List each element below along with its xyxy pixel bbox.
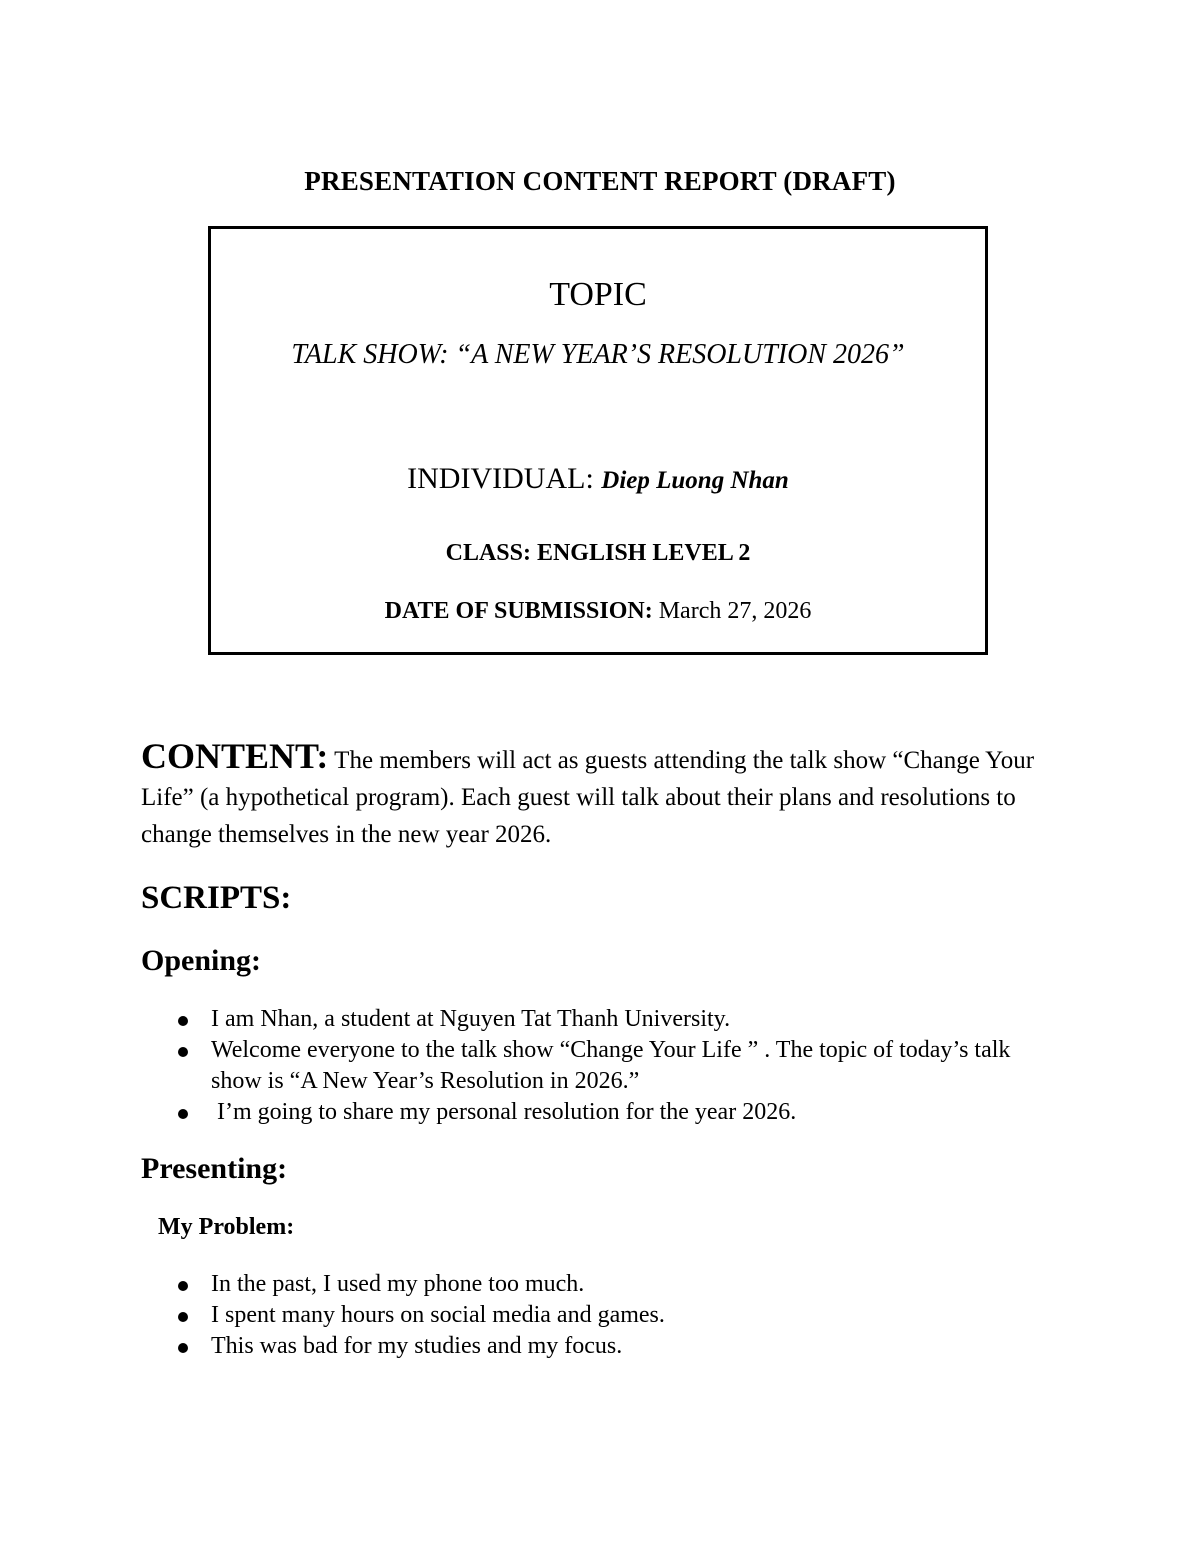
list-item-text: This was bad for my studies and my focus.	[211, 1333, 623, 1359]
bullet-icon	[178, 1109, 188, 1119]
list-item	[0, 1269, 1200, 1300]
list-item-text: I spent many hours on social media and games.	[211, 1302, 665, 1328]
submission-date-label: DATE OF SUBMISSION:	[384, 598, 653, 624]
topic-box	[208, 226, 988, 655]
list-item	[0, 1097, 1200, 1128]
bullet-icon	[178, 1343, 188, 1353]
bullet-icon	[178, 1047, 188, 1057]
content-text: The members will act as guests attending the talk show “Change Your Life” (a hypothetical program). Each guest will talk about their plans and resolutions to change themselves in the new year 2026.	[141, 747, 1035, 848]
submission-date-line	[211, 598, 985, 625]
class-line: CLASS: ENGLISH LEVEL 2	[445, 540, 751, 566]
individual-name: Diep Luong Nhan	[601, 467, 789, 494]
list-item	[0, 1300, 1200, 1331]
problem-list	[0, 1269, 1200, 1362]
individual-label: INDIVIDUAL:	[407, 462, 594, 495]
list-item	[0, 1331, 1200, 1362]
list-item	[0, 1004, 1200, 1035]
content-paragraph	[141, 738, 1061, 853]
opening-heading: Opening:	[141, 944, 262, 977]
individual-line	[211, 462, 985, 496]
list-item	[0, 1035, 1200, 1097]
content-label: CONTENT:	[141, 736, 329, 776]
topic-subtitle: TALK SHOW: “A NEW YEAR’S RESOLUTION 2026”	[291, 339, 905, 370]
problem-heading: My Problem:	[158, 1214, 295, 1240]
presenting-heading: Presenting:	[141, 1152, 288, 1185]
list-item-text: I am Nhan, a student at Nguyen Tat Thanh University.	[211, 1006, 731, 1032]
bullet-icon	[178, 1281, 188, 1291]
list-item-text: Welcome everyone to the talk show “Change Your Life ” . The topic of today’s talk show is “A New Year’s Resolution in 2026.”	[211, 1037, 1011, 1094]
bullet-icon	[178, 1016, 188, 1026]
list-item-text: In the past, I used my phone too much.	[211, 1271, 585, 1297]
list-item-text: I’m going to share my personal resolution for the year 2026.	[217, 1099, 797, 1125]
submission-date-value: March 27, 2026	[658, 598, 812, 624]
bullet-icon	[178, 1312, 188, 1322]
document-title: PRESENTATION CONTENT REPORT (DRAFT)	[304, 166, 896, 196]
topic-heading: TOPIC	[549, 276, 647, 313]
scripts-heading: SCRIPTS:	[141, 880, 292, 916]
opening-list	[0, 1004, 1200, 1128]
